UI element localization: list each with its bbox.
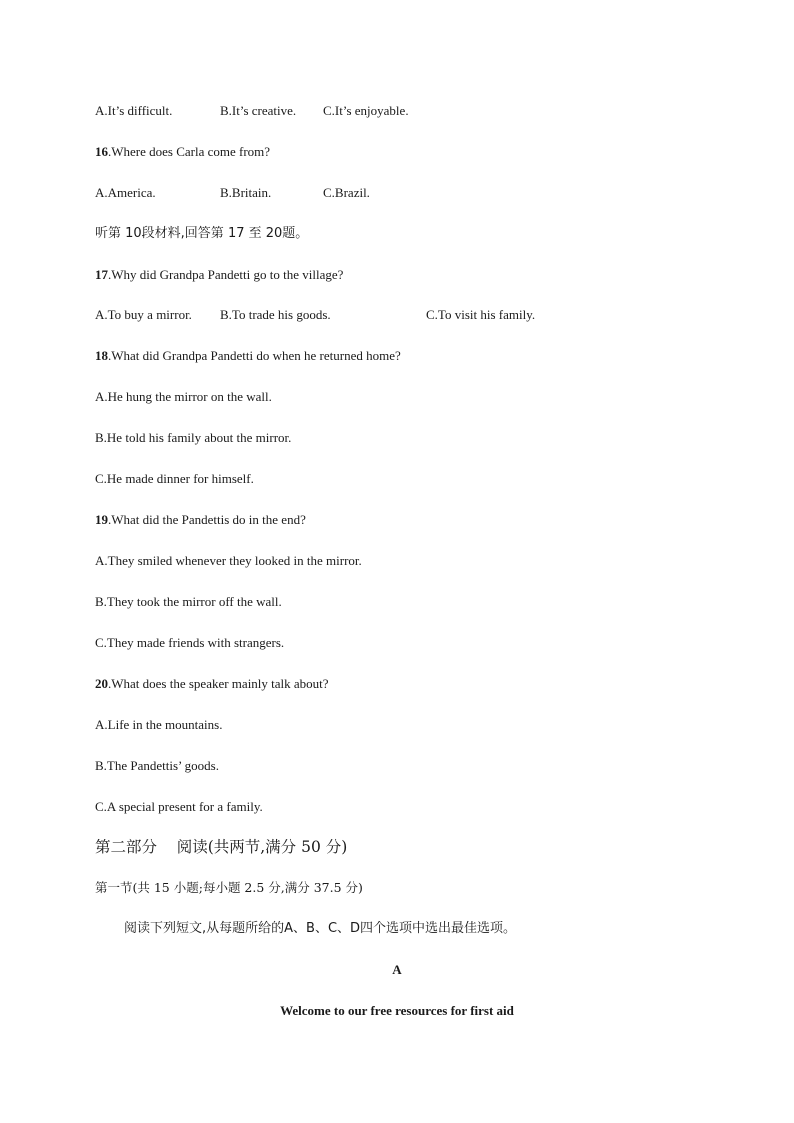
question-text: .Where does Carla come from? <box>108 144 271 159</box>
passage-10-intro: 听第 10段材料,回答第 17 至 20题。 <box>95 226 309 241</box>
question-18 <box>95 348 401 364</box>
q17-option-c: C.To visit his family. <box>426 307 536 322</box>
q16-option-a: A.America. <box>95 185 156 200</box>
q16-option-c: C.Brazil. <box>323 185 370 200</box>
question-number: 19 <box>95 512 108 527</box>
part-2-title: 第二部分 阅读(共两节,满分 50 分) <box>95 838 348 856</box>
reading-instruction: 阅读下列短文,从每题所给的A、B、C、D四个选项中选出最佳选项。 <box>124 921 517 936</box>
q18-option-a: A.He hung the mirror on the wall. <box>95 389 272 404</box>
q15-option-c: C.It’s enjoyable. <box>323 103 409 118</box>
question-16 <box>95 144 270 160</box>
q18-option-c: C.He made dinner for himself. <box>95 471 254 486</box>
question-19 <box>95 512 306 528</box>
q15-option-a: A.It’s difficult. <box>95 103 173 118</box>
q19-option-c: C.They made friends with strangers. <box>95 635 285 650</box>
q18-option-b: B.He told his family about the mirror. <box>95 430 292 445</box>
question-number: 16 <box>95 144 108 159</box>
q20-option-a: A.Life in the mountains. <box>95 717 223 732</box>
q20-option-b: B.The Pandettis’ goods. <box>95 758 219 773</box>
section-1-heading: 第一节(共 15 小题;每小题 2.5 分,满分 37.5 分) <box>95 880 363 895</box>
q17-option-b: B.To trade his goods. <box>220 307 331 322</box>
question-number: 17 <box>95 267 108 282</box>
question-number: 18 <box>95 348 108 363</box>
question-text: .What did the Pandettis do in the end? <box>108 512 306 527</box>
question-text: .What does the speaker mainly talk about? <box>108 676 329 691</box>
q19-option-b: B.They took the mirror off the wall. <box>95 594 282 609</box>
q17-option-a: A.To buy a mirror. <box>95 307 192 322</box>
q16-option-b: B.Britain. <box>220 185 272 200</box>
question-number: 20 <box>95 676 108 691</box>
question-20 <box>95 676 329 692</box>
q19-option-a: A.They smiled whenever they looked in the mirror. <box>95 553 362 568</box>
q15-option-b: B.It’s creative. <box>220 103 297 118</box>
question-17 <box>95 267 343 283</box>
question-text: .What did Grandpa Pandetti do when he returned home? <box>108 348 401 363</box>
passage-title: Welcome to our free resources for first aid <box>280 1003 514 1018</box>
question-text: .Why did Grandpa Pandetti go to the village? <box>108 267 344 282</box>
q20-option-c: C.A special present for a family. <box>95 799 263 814</box>
passage-label: A <box>392 962 402 977</box>
